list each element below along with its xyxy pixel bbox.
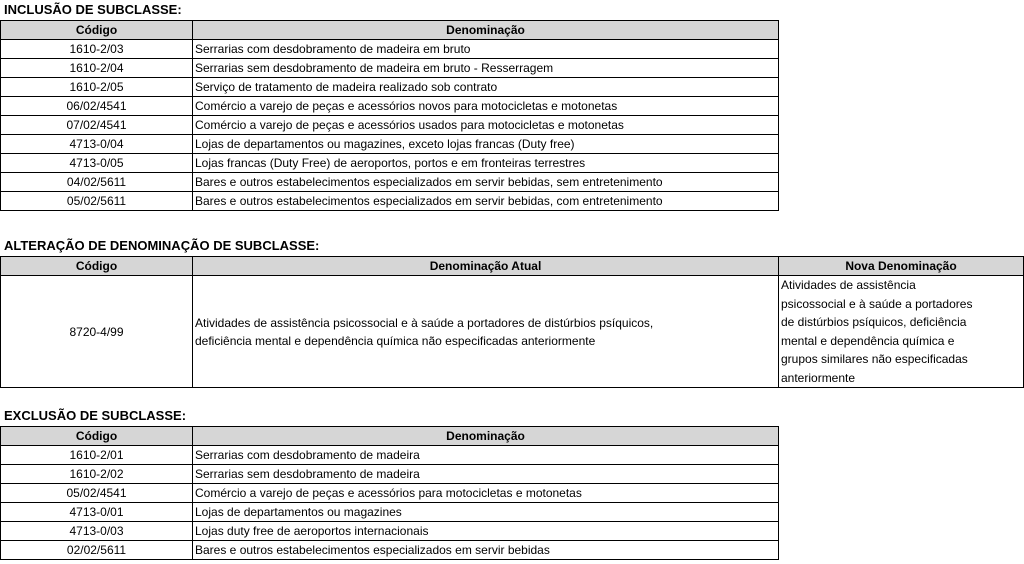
cell-codigo: 1610-2/04: [1, 59, 193, 78]
nova-denominacao-line: mental e dependência química e: [781, 333, 955, 348]
nova-denominacao-line: de distúrbios psíquicos, deficiência: [781, 315, 967, 329]
cell-codigo: 04/02/5611: [1, 173, 193, 192]
cell-denominacao: Bares e outros estabelecimentos especializados em servir bebidas, sem entretenimento: [193, 173, 779, 192]
inclusao-section-title: INCLUSÃO DE SUBCLASSE:: [4, 2, 182, 17]
table-row: [1, 192, 779, 211]
cell-codigo: 06/02/4541: [1, 97, 193, 116]
cell-codigo: 1610-2/01: [1, 446, 193, 465]
cell-codigo: 4713-0/04: [1, 135, 193, 154]
cell-codigo: 07/02/4541: [1, 116, 193, 135]
cell-denominacao: Lojas duty free de aeroportos internacionais: [193, 522, 779, 541]
cell-denominacao: Bares e outros estabelecimentos especializados em servir bebidas, com entretenimento: [193, 192, 779, 211]
table-row: [1, 484, 779, 503]
table-row: [1, 135, 779, 154]
header-codigo: Código: [1, 21, 193, 40]
table-row: [1, 154, 779, 173]
cell-denominacao: Comércio a varejo de peças e acessórios usados para motocicletas e motonetas: [193, 116, 779, 135]
header-codigo: Código: [1, 427, 193, 446]
table-header-row: [1, 21, 779, 40]
exclusao-table: [0, 426, 779, 560]
cell-denominacao: Lojas francas (Duty Free) de aeroportos, portos e em fronteiras terrestres: [193, 154, 779, 173]
cell-denominacao: Comércio a varejo de peças e acessórios novos para motocicletas e motonetas: [193, 97, 779, 116]
cell-codigo: 1610-2/02: [1, 465, 193, 484]
header-denominacao: Denominação: [193, 427, 779, 446]
cell-denominacao: Lojas de departamentos ou magazines, exceto lojas francas (Duty free): [193, 135, 779, 154]
cell-codigo: 1610-2/05: [1, 78, 193, 97]
table-row: [1, 276, 1024, 388]
cell-codigo: 4713-0/01: [1, 503, 193, 522]
nova-denominacao-line: grupos similares não especificadas: [781, 352, 968, 366]
cell-denominacao: Serrarias sem desdobramento de madeira: [193, 465, 779, 484]
table-row: [1, 503, 779, 522]
cell-codigo: 05/02/4541: [1, 484, 193, 503]
cell-codigo: 05/02/5611: [1, 192, 193, 211]
header-nova-denominacao: Nova Denominação: [779, 257, 1024, 276]
inclusao-table: [0, 20, 779, 211]
cell-denominacao: Lojas de departamentos ou magazines: [193, 503, 779, 522]
cell-codigo: 02/02/5611: [1, 541, 193, 560]
table-row: [1, 465, 779, 484]
cell-codigo: 4713-0/05: [1, 154, 193, 173]
table-row: [1, 173, 779, 192]
nova-denominacao-line: anteriormente: [781, 370, 856, 385]
table-row: [1, 78, 779, 97]
table-row: [1, 116, 779, 135]
header-denominacao-atual: Denominação Atual: [193, 257, 779, 276]
cell-denominacao: Serrarias sem desdobramento de madeira em bruto - Resserragem: [193, 59, 779, 78]
cell-codigo: 4713-0/03: [1, 522, 193, 541]
cell-denominacao: Serviço de tratamento de madeira realizado sob contrato: [193, 78, 779, 97]
denominacao-atual-line: deficiência mental e dependência química não especificadas anteriormente: [195, 333, 596, 348]
cell-denominacao: Serrarias com desdobramento de madeira em bruto: [193, 40, 779, 59]
table-header-row: [1, 257, 1024, 276]
denominacao-atual-line: Atividades de assistência psicossocial e à saúde a portadores de distúrbios psíquicos,: [195, 315, 654, 330]
nova-denominacao-line: Atividades de assistência: [781, 278, 916, 292]
exclusao-section-title: EXCLUSÃO DE SUBCLASSE:: [4, 408, 187, 423]
table-row: [1, 541, 779, 560]
table-row: [1, 446, 779, 465]
nova-denominacao-line: psicossocial e à saúde a portadores: [781, 296, 973, 311]
alteracao-section-title: ALTERAÇÃO DE DENOMINAÇÃO DE SUBCLASSE:: [4, 238, 320, 253]
header-denominacao: Denominação: [193, 21, 779, 40]
cell-denominacao: Comércio a varejo de peças e acessórios para motocicletas e motonetas: [193, 484, 779, 503]
cell-nova-denominacao: [779, 276, 1024, 388]
alteracao-table: [0, 256, 1024, 388]
table-row: [1, 40, 779, 59]
cell-denominacao: Serrarias com desdobramento de madeira: [193, 446, 779, 465]
cell-denominacao-atual: [193, 276, 779, 388]
header-codigo: Código: [1, 257, 193, 276]
table-row: [1, 522, 779, 541]
cell-codigo: 1610-2/03: [1, 40, 193, 59]
table-row: [1, 97, 779, 116]
cell-denominacao: Bares e outros estabelecimentos especializados em servir bebidas: [193, 541, 779, 560]
table-row: [1, 59, 779, 78]
table-header-row: [1, 427, 779, 446]
cell-codigo: 8720-4/99: [1, 276, 193, 388]
